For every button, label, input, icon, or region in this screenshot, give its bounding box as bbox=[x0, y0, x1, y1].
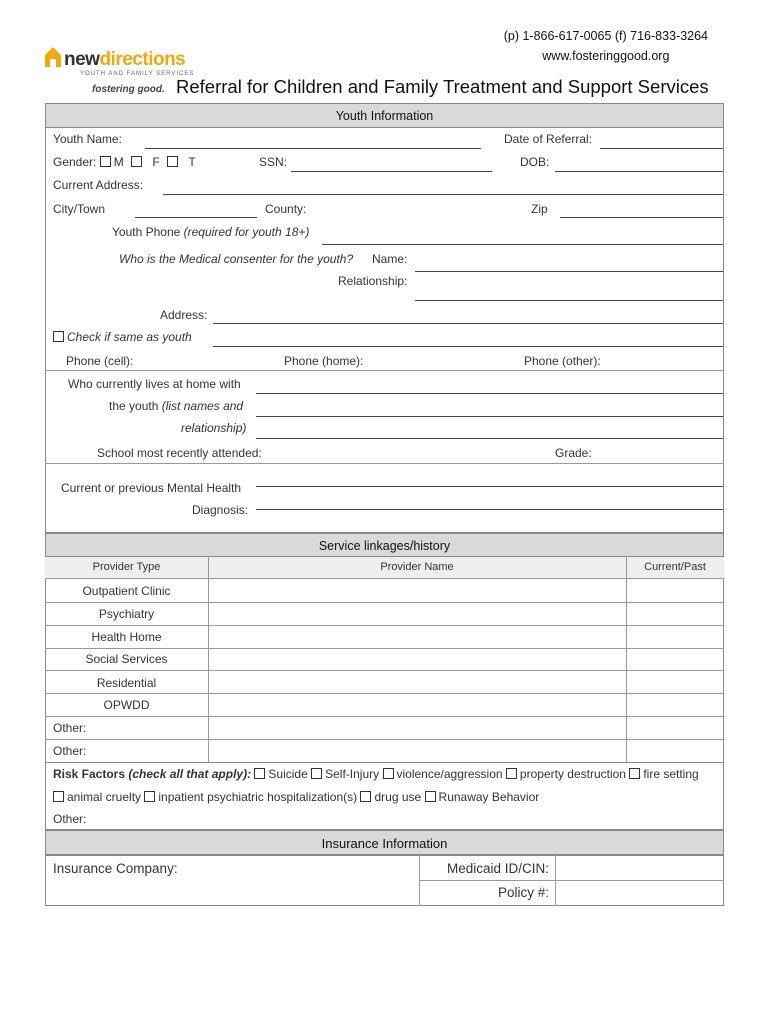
city-town-label: City/Town bbox=[53, 202, 106, 216]
logo-subtitle: YOUTH AND FAMILY SERVICES bbox=[80, 71, 195, 77]
row-divider bbox=[45, 648, 724, 649]
mental-health-label-1: Current or previous Mental Health bbox=[61, 481, 242, 495]
provider-row-label: Social Services bbox=[85, 652, 168, 666]
zip-field[interactable] bbox=[560, 217, 723, 218]
provider-row-label: Psychiatry bbox=[98, 607, 155, 621]
youth-name-label: Youth Name: bbox=[53, 132, 122, 146]
house-logo-icon bbox=[44, 46, 62, 68]
consenter-relationship-field[interactable] bbox=[415, 300, 723, 301]
risk-option-label: Self-Injury bbox=[325, 767, 380, 781]
risk-option-label: violence/aggression bbox=[396, 767, 503, 781]
runaway-behavior-checkbox[interactable] bbox=[425, 791, 436, 802]
divider bbox=[45, 370, 724, 371]
same-as-youth-checkbox[interactable] bbox=[53, 331, 64, 342]
row-divider bbox=[45, 578, 724, 579]
form-title: Referral for Children and Family Treatment and Support Services bbox=[176, 76, 709, 97]
dob-field[interactable] bbox=[555, 171, 723, 172]
insurance-company-label: Insurance Company: bbox=[53, 861, 178, 876]
provider-row-label: OPWDD bbox=[103, 698, 150, 712]
contact-info bbox=[504, 26, 708, 66]
contact-phone-fax: (p) 1-866-617-0065 (f) 716-833-3264 bbox=[503, 29, 708, 43]
fire-setting-checkbox[interactable] bbox=[629, 768, 640, 779]
provider-row-label: Residential bbox=[96, 676, 157, 690]
provider-row-label: Health Home bbox=[91, 630, 162, 644]
col-current-past: Current/Past bbox=[644, 561, 706, 573]
zip-label: Zip bbox=[531, 202, 548, 216]
gender-t-checkbox[interactable] bbox=[167, 156, 178, 167]
drug-use-checkbox[interactable] bbox=[360, 791, 371, 802]
risk-factors-line-1 bbox=[53, 767, 699, 781]
risk-other-label: Other: bbox=[53, 812, 87, 826]
current-address-label: Current Address: bbox=[53, 178, 144, 192]
who-lives-note-2: relationship) bbox=[181, 421, 247, 435]
row-divider bbox=[45, 670, 724, 671]
consenter-address-field[interactable] bbox=[213, 323, 723, 324]
county-label: County: bbox=[265, 202, 307, 216]
col-divider bbox=[208, 556, 209, 763]
inpatient-hospitalization-checkbox[interactable] bbox=[144, 791, 155, 802]
logo-word-new: new bbox=[64, 49, 100, 70]
gender-label: Gender: bbox=[53, 155, 97, 169]
logo-brand bbox=[64, 49, 185, 71]
policy-number-field[interactable] bbox=[556, 881, 723, 905]
suicide-checkbox[interactable] bbox=[254, 768, 265, 779]
who-lives-label-1: Who currently lives at home with bbox=[68, 377, 241, 391]
gender-t-label: T bbox=[188, 155, 196, 169]
who-lives-field-1[interactable] bbox=[256, 393, 723, 394]
same-as-youth-label: Check if same as youth bbox=[67, 330, 192, 344]
mental-health-field-2[interactable] bbox=[256, 509, 723, 510]
city-town-field[interactable] bbox=[135, 217, 257, 218]
youth-info-header: Youth Information bbox=[45, 103, 724, 128]
gender-m-checkbox[interactable] bbox=[100, 156, 111, 167]
col-provider-type: Provider Type bbox=[92, 561, 161, 573]
date-of-referral-label: Date of Referral: bbox=[504, 132, 593, 146]
property-destruction-checkbox[interactable] bbox=[506, 768, 517, 779]
row-divider bbox=[45, 602, 724, 603]
who-lives-text: the youth bbox=[109, 399, 159, 413]
mental-health-field-1[interactable] bbox=[256, 486, 723, 487]
row-divider bbox=[45, 739, 724, 740]
school-label: School most recently attended: bbox=[97, 446, 262, 460]
risk-option-label: property destruction bbox=[519, 767, 626, 781]
violence-checkbox[interactable] bbox=[383, 768, 394, 779]
logo-tagline: fostering good. bbox=[92, 84, 165, 95]
provider-row-label: Other: bbox=[53, 721, 87, 735]
contact-website: www.fosteringgood.org bbox=[542, 49, 670, 63]
col-provider-name: Provider Name bbox=[380, 561, 454, 573]
col-divider bbox=[626, 556, 627, 763]
phone-home-label: Phone (home): bbox=[284, 354, 364, 368]
who-lives-field-2[interactable] bbox=[256, 416, 723, 417]
provider-row-label: Other: bbox=[53, 744, 87, 758]
dob-label: DOB: bbox=[520, 155, 550, 169]
ssn-field[interactable] bbox=[291, 171, 492, 172]
date-of-referral-field[interactable] bbox=[600, 148, 723, 149]
insurance-header: Insurance Information bbox=[45, 830, 724, 855]
row-divider bbox=[45, 693, 724, 694]
animal-cruelty-checkbox[interactable] bbox=[53, 791, 64, 802]
youth-phone-label bbox=[112, 225, 309, 239]
consenter-relationship-label: Relationship: bbox=[338, 274, 408, 288]
who-lives-field-3[interactable] bbox=[256, 438, 723, 439]
ssn-label: SSN: bbox=[259, 155, 288, 169]
consenter-address-field-2[interactable] bbox=[213, 346, 723, 347]
youth-phone-text: Youth Phone bbox=[112, 225, 181, 239]
youth-phone-field[interactable] bbox=[322, 244, 723, 245]
risk-option-label: inpatient psychiatric hospitalization(s) bbox=[158, 790, 358, 804]
youth-name-field[interactable] bbox=[145, 148, 481, 149]
grade-label: Grade: bbox=[555, 446, 592, 460]
self-injury-checkbox[interactable] bbox=[311, 768, 322, 779]
who-lives-label-2 bbox=[109, 399, 243, 413]
risk-option-label: animal cruelty bbox=[67, 790, 142, 804]
gender-f-checkbox[interactable] bbox=[131, 156, 142, 167]
row-divider bbox=[45, 716, 724, 717]
risk-option-label: Runaway Behavior bbox=[438, 790, 540, 804]
current-address-field[interactable] bbox=[163, 194, 723, 195]
divider bbox=[45, 463, 724, 464]
gender-m-label: M bbox=[113, 155, 124, 169]
risk-factors-label: Risk Factors bbox=[53, 767, 126, 781]
youth-phone-note: (required for youth 18+) bbox=[183, 225, 310, 239]
risk-factors-line-2 bbox=[53, 790, 539, 804]
gender-f-label: F bbox=[152, 155, 160, 169]
phone-cell-label: Phone (cell): bbox=[66, 354, 134, 368]
row-divider bbox=[45, 625, 724, 626]
risk-factors-note: (check all that apply): bbox=[128, 767, 252, 781]
consenter-name-field[interactable] bbox=[415, 271, 723, 272]
same-as-youth-row bbox=[53, 330, 192, 344]
medicaid-id-label: Medicaid ID/CIN: bbox=[446, 861, 549, 876]
logo-word-directions: directions bbox=[99, 49, 186, 70]
medicaid-id-field[interactable] bbox=[556, 856, 723, 880]
who-lives-note-1: (list names and bbox=[161, 399, 244, 413]
provider-row-label: Outpatient Clinic bbox=[82, 584, 171, 598]
service-linkages-header: Service linkages/history bbox=[45, 533, 724, 557]
risk-option-label: Suicide bbox=[268, 767, 308, 781]
mental-health-label-2: Diagnosis: bbox=[192, 503, 249, 517]
risk-option-label: drug use bbox=[374, 790, 422, 804]
gender-row bbox=[53, 155, 196, 169]
risk-option-label: fire setting bbox=[643, 767, 699, 781]
policy-number-label: Policy #: bbox=[497, 885, 549, 900]
medical-consenter-question: Who is the Medical consenter for the youth? bbox=[119, 252, 354, 266]
consenter-address-label: Address: bbox=[160, 308, 208, 322]
phone-other-label: Phone (other): bbox=[524, 354, 601, 368]
consenter-name-label: Name: bbox=[372, 252, 408, 266]
